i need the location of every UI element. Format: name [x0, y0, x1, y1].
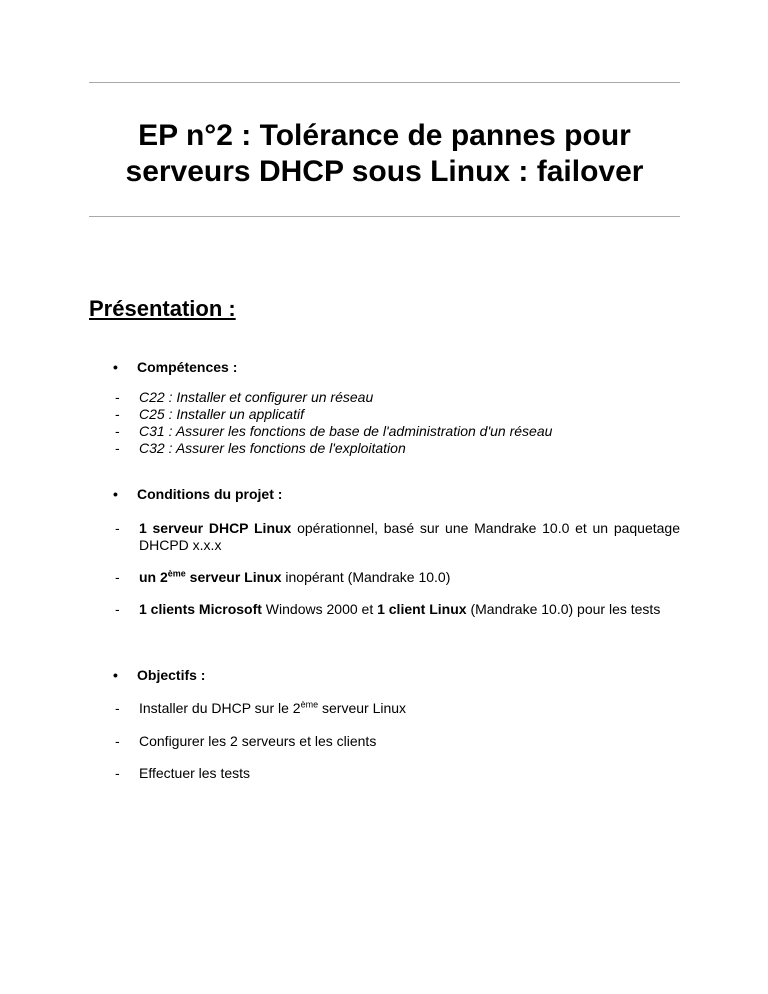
dash-icon: - — [115, 601, 120, 617]
top-divider — [89, 82, 680, 83]
list-item: - C22 : Installer et configurer un réseau — [115, 389, 374, 405]
bullet-icon: • — [113, 486, 118, 502]
title-line-2: serveurs DHCP sous Linux : failover — [125, 155, 644, 188]
list-item: - C32 : Assurer les fonctions de l'exploitation — [115, 440, 406, 456]
conditions-item-1: - 1 serveur DHCP Linux opérationnel, basé sur une Mandrake 10.0 et un paquetage DHCPD x.x.x — [115, 520, 681, 553]
competences-heading — [113, 359, 237, 375]
dash-icon: - — [115, 423, 120, 439]
dash-icon: - — [115, 765, 120, 781]
dash-icon: - — [115, 520, 120, 536]
conditions-item-2: - un 2ème serveur Linux inopérant (Mandrake 10.0) — [115, 568, 451, 585]
title-line-1: EP n°2 : Tolérance de pannes pour — [138, 119, 631, 152]
objectifs-item-1: - Installer du DHCP sur le 2ème serveur Linux — [115, 699, 407, 716]
dash-icon: - — [115, 700, 120, 716]
section-title: Présentation : — [89, 296, 236, 321]
page-title — [89, 118, 680, 190]
bottom-divider — [89, 216, 680, 217]
dash-icon: - — [115, 569, 120, 585]
dash-icon: - — [115, 389, 120, 405]
objectifs-item-2: - Configurer les 2 serveurs et les clients — [115, 733, 377, 749]
conditions-heading-text: Conditions du projet : — [137, 486, 283, 502]
dash-icon: - — [115, 440, 120, 456]
conditions-item-3: - 1 clients Microsoft Windows 2000 et 1 client Linux (Mandrake 10.0) pour les tests — [115, 601, 661, 617]
competences-list — [115, 389, 552, 457]
competences-heading-text: Compétences : — [137, 359, 238, 375]
objectifs-item-3: - Effectuer les tests — [115, 765, 251, 781]
dash-icon: - — [115, 406, 120, 422]
bullet-icon: • — [113, 667, 118, 683]
list-item: - C31 : Assurer les fonctions de base de l'administration d'un réseau — [115, 423, 553, 439]
objectifs-heading — [113, 667, 205, 683]
objectifs-heading-text: Objectifs : — [137, 667, 206, 683]
conditions-heading — [113, 486, 282, 502]
dash-icon: - — [115, 733, 120, 749]
list-item: - C25 : Installer un applicatif — [115, 406, 304, 422]
bullet-icon: • — [113, 359, 118, 375]
